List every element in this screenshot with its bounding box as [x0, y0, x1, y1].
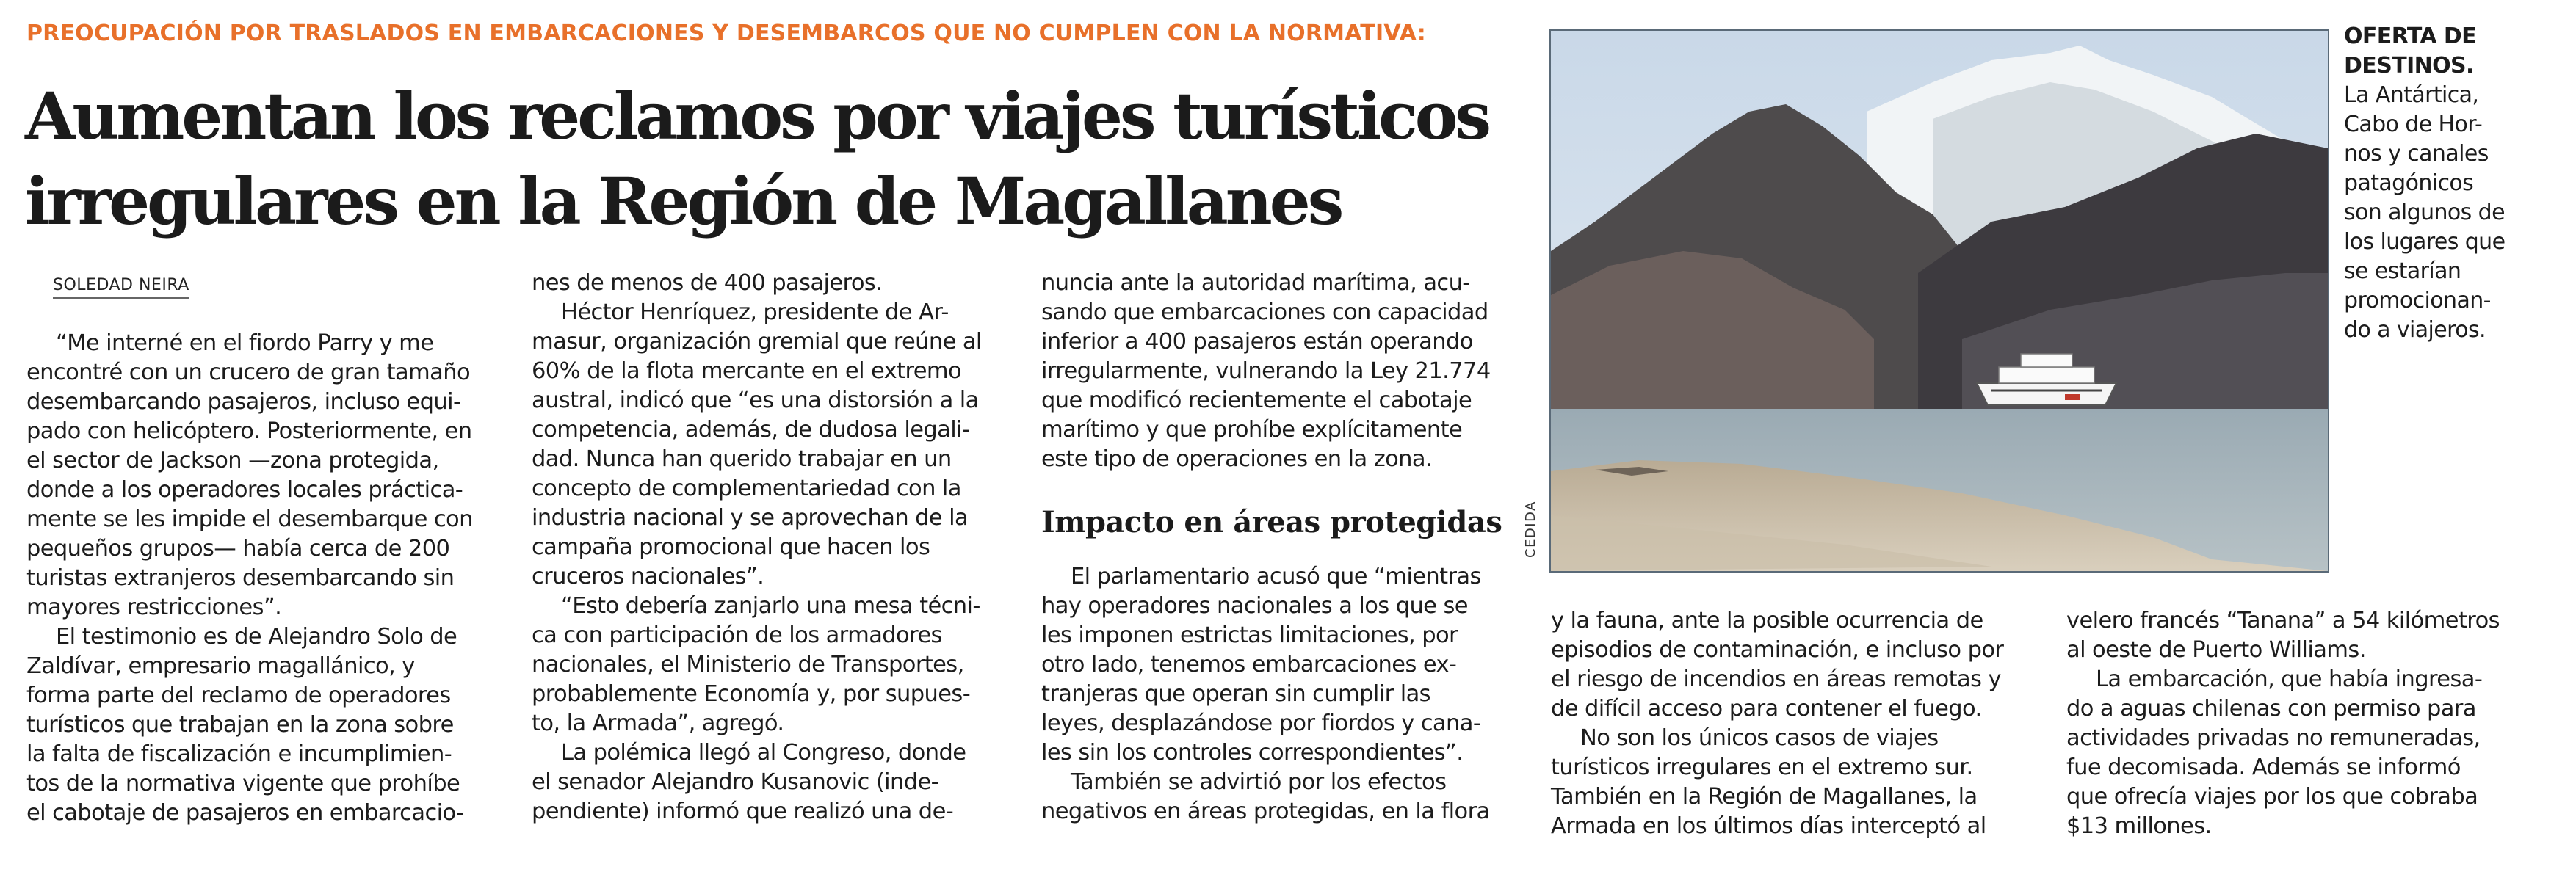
body-text-line: nuncia ante la autoridad marítima, acu-: [1041, 270, 1470, 296]
caption-title-2: DESTINOS.: [2344, 53, 2474, 79]
body-text-line: La embarcación, que había ingresa-: [2096, 666, 2483, 692]
body-text-line: el riesgo de incendios en áreas remotas y: [1551, 666, 2001, 692]
body-text-line: de difícil acceso para contener el fuego.: [1551, 696, 1982, 722]
body-text-line: el senador Alejandro Kusanovic (inde-: [532, 769, 939, 795]
body-text-line: otro lado, tenemos embarcaciones ex-: [1041, 652, 1457, 677]
body-text-line: desembarcando pasajeros, incluso equi-: [26, 389, 461, 415]
body-text-line: La polémica llegó al Congreso, donde: [561, 740, 966, 766]
body-column-3-top: [1041, 269, 1526, 474]
body-text-line: 60% de la flota mercante en el extremo: [532, 358, 962, 384]
photo-credit: CEDIDA: [1523, 501, 1538, 558]
caption-line: patagónicos: [2344, 170, 2474, 196]
body-text-line: dad. Nunca han querido trabajar en un: [532, 446, 952, 472]
body-text-line: to, la Armada”, agregó.: [532, 711, 784, 736]
body-text-line: nes de menos de 400 pasajeros.: [532, 270, 883, 296]
body-text-line: austral, indicó que “es una distorsión a la: [532, 388, 979, 413]
body-text-line: cruceros nacionales”.: [532, 564, 764, 589]
body-column-3: [1041, 269, 1526, 826]
body-text-line: irregularmente, vulnerando la Ley 21.774: [1041, 358, 1491, 384]
body-text-line: pendiente) informó que realizó una de-: [532, 799, 954, 824]
caption-line: La Antártica,: [2344, 82, 2479, 108]
body-column-5: [2066, 606, 2551, 841]
body-text-line: nacionales, el Ministerio de Transportes,: [532, 652, 964, 677]
body-text-line: que ofrecía viajes por los que cobraba: [2066, 784, 2478, 810]
body-text-line: les sin los controles correspondientes”.: [1041, 740, 1464, 766]
caption-line: Cabo de Hor-: [2344, 112, 2483, 137]
body-text-line: pequeños grupos— había cerca de 200: [26, 536, 450, 562]
body-text-line: $13 millones.: [2066, 813, 2212, 839]
body-text-line: sando que embarcaciones con capacidad: [1041, 299, 1488, 325]
caption-line: son algunos de: [2344, 200, 2505, 225]
body-column-1: [26, 329, 511, 828]
body-column-2: [532, 269, 1016, 826]
body-text-line: Héctor Henríquez, presidente de Ar-: [561, 299, 949, 325]
caption-line: los lugares que: [2344, 229, 2506, 255]
article-photo: [1549, 29, 2329, 573]
caption-title-1: OFERTA DE: [2344, 23, 2477, 49]
body-column-4: [1551, 606, 2036, 841]
article-kicker: PREOCUPACIÓN POR TRASLADOS EN EMBARCACIONES Y DESEMBARCOS QUE NO CUMPLEN CON LA NORMATIVA:: [26, 21, 1426, 46]
caption-line: se estarían: [2344, 258, 2461, 284]
body-text-line: mayores restricciones”.: [26, 595, 282, 620]
body-text-line: que modificó recientemente el cabotaje: [1041, 388, 1472, 413]
body-column-3-bottom: [1041, 562, 1526, 826]
body-text-line: velero francés “Tanana” a 54 kilómetros: [2066, 608, 2500, 633]
body-text-line: les imponen estrictas limitaciones, por: [1041, 622, 1458, 648]
body-text-line: negativos en áreas protegidas, en la flora: [1041, 799, 1490, 824]
body-text-line: pado con helicóptero. Posteriormente, en: [26, 418, 472, 444]
body-text-line: “Esto debería zanjarlo una mesa técni-: [561, 593, 980, 619]
body-text-line: do a aguas chilenas con permiso para: [2066, 696, 2476, 722]
body-text-line: y la fauna, ante la posible ocurrencia de: [1551, 608, 1983, 633]
body-text-line: concepto de complementariedad con la: [532, 476, 961, 501]
body-text-line: También se advirtió por los efectos: [1071, 769, 1447, 795]
body-text-line: marítimo y que prohíbe explícitamente: [1041, 417, 1463, 443]
body-text-line: campaña promocional que hacen los: [532, 534, 930, 560]
body-text-line: “Me interné en el fiordo Parry y me: [56, 330, 434, 356]
body-text-line: este tipo de operaciones en la zona.: [1041, 446, 1433, 472]
body-text-line: al oeste de Puerto Williams.: [2066, 637, 2366, 663]
photo-caption: [2344, 22, 2564, 345]
body-text-line: fue decomisada. Además se informó: [2066, 755, 2461, 780]
headline-line-2: irregulares en la Región de Magallanes: [25, 163, 1342, 239]
body-text-line: leyes, desplazándose por fiordos y cana-: [1041, 711, 1481, 736]
body-text-line: probablemente Economía y, por supues-: [532, 681, 971, 707]
article-headline: [25, 73, 1530, 244]
body-text-line: turísticos irregulares en el extremo sur.: [1551, 755, 1973, 780]
body-text-line: El parlamentario acusó que “mientras: [1071, 564, 1481, 589]
headline-line-1: Aumentan los reclamos por viajes turísticos: [25, 78, 1488, 154]
caption-line: do a viajeros.: [2344, 317, 2486, 343]
caption-line: promocionan-: [2344, 288, 2491, 313]
body-text-line: episodios de contaminación, e incluso por: [1551, 637, 2004, 663]
body-text-line: hay operadores nacionales a los que se: [1041, 593, 1468, 619]
body-text-line: inferior a 400 pasajeros están operando: [1041, 329, 1473, 355]
body-text-line: El testimonio es de Alejandro Solo de: [56, 624, 457, 650]
body-text-line: masur, organización gremial que reúne al: [532, 329, 982, 355]
body-text-line: actividades privadas no remuneradas,: [2066, 725, 2481, 751]
body-text-line: competencia, además, de dudosa legali-: [532, 417, 970, 443]
byline: SOLEDAD NEIRA: [53, 276, 189, 299]
body-text-line: forma parte del reclamo de operadores: [26, 683, 451, 708]
body-text-line: tranjeras que operan sin cumplir las: [1041, 681, 1430, 707]
body-text-line: la falta de fiscalización e incumplimien-: [26, 741, 452, 767]
body-text-line: mente se les impide el desembarque con: [26, 506, 473, 532]
body-text-line: Armada en los últimos días interceptó al: [1551, 813, 1986, 839]
body-text-line: También en la Región de Magallanes, la: [1551, 784, 1978, 810]
fjord-cruise-photo: [1551, 31, 2328, 571]
body-text-line: tos de la normativa vigente que prohíbe: [26, 771, 460, 796]
body-text-line: No son los únicos casos de viajes: [1580, 725, 1939, 751]
body-text-line: encontré con un crucero de gran tamaño: [26, 360, 471, 385]
caption-line: nos y canales: [2344, 141, 2489, 167]
body-text-line: turísticos que trabajan en la zona sobre: [26, 712, 454, 738]
section-subhead: Impacto en áreas protegidas: [1041, 505, 1502, 539]
body-text-line: industria nacional y se aprovechan de la: [532, 505, 969, 531]
body-text-line: el cabotaje de pasajeros en embarcacio-: [26, 800, 464, 826]
body-text-line: ca con participación de los armadores: [532, 622, 942, 648]
body-text-line: el sector de Jackson —zona protegida,: [26, 448, 439, 473]
body-text-line: turistas extranjeros desembarcando sin: [26, 565, 455, 591]
body-text-line: Zaldívar, empresario magallánico, y: [26, 653, 415, 679]
body-text-line: donde a los operadores locales práctica-: [26, 477, 463, 503]
